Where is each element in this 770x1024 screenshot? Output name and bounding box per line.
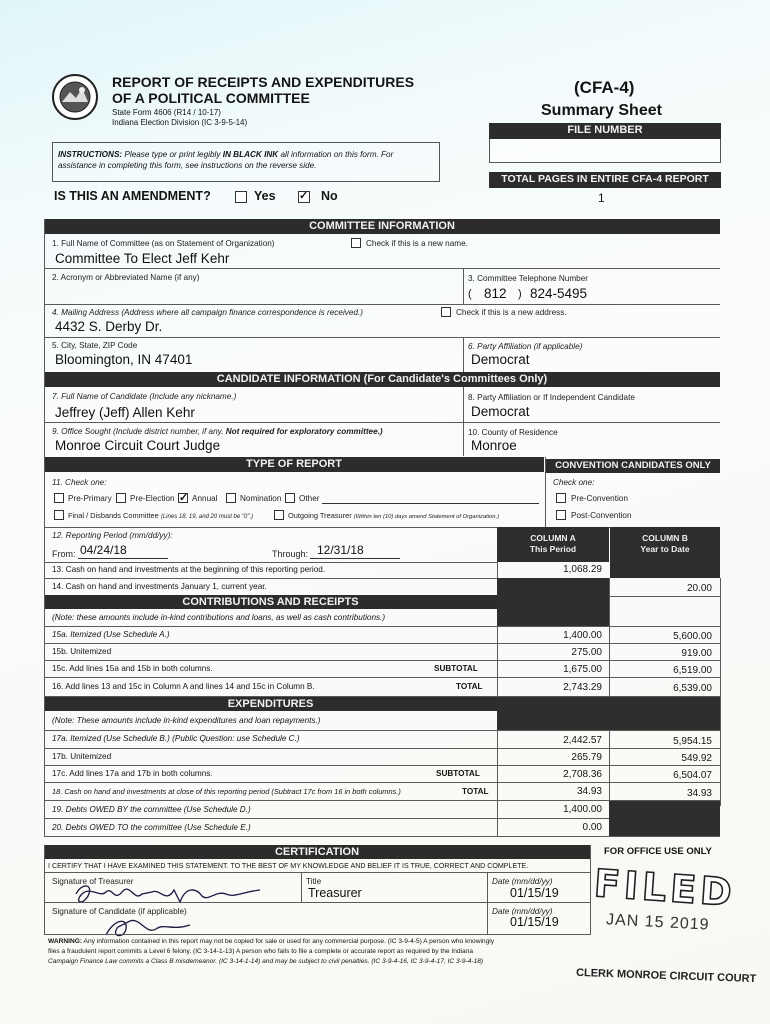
- col-b-line2: Year to Date: [640, 544, 690, 554]
- through-label: Through:: [272, 549, 309, 559]
- instructions-text2: all information on this form. For: [278, 150, 394, 159]
- line-19-label: 19. Debts OWED BY the committee (Use Schedule D.): [52, 805, 251, 814]
- line-18-label: 18. Cash on hand and investments at close of this reporting period (Subtract 17c from 16 in both columns.): [52, 787, 401, 796]
- treasurer-date-label: Date (mm/dd/yy): [492, 877, 553, 886]
- line-19-col-a: 1,400.00: [563, 804, 602, 815]
- outgoing-treasurer-label: [288, 511, 499, 520]
- line-20-col-a: 0.00: [582, 822, 602, 833]
- new-name-checkbox[interactable]: [351, 238, 361, 248]
- candidate-date: 01/15/19: [510, 915, 559, 929]
- line-17a-col-b: 5,954.15: [673, 736, 712, 747]
- column-a-header: [497, 527, 609, 562]
- amendment-no-label: No: [321, 189, 338, 203]
- county-label: 10. County of Residence: [468, 428, 558, 437]
- line-17b-col-b: 549.92: [681, 753, 712, 764]
- acronym-label: 2. Acronym or Abbreviated Name (if any): [52, 273, 200, 282]
- office-sought: Monroe Circuit Court Judge: [55, 438, 221, 453]
- mailing-address: 4432 S. Derby Dr.: [55, 319, 163, 334]
- total-pages-value: 1: [598, 191, 605, 205]
- pre-primary-label: Pre-Primary: [68, 494, 112, 503]
- division: Indiana Election Division (IC 3-9-5-14): [112, 118, 248, 127]
- pre-convention-label: Pre-Convention: [571, 494, 628, 503]
- line-17c-col-b: 6,504.07: [673, 770, 712, 781]
- nomination-label: Nomination: [240, 494, 282, 503]
- office-label-bold: Not required for exploratory committee.): [225, 427, 383, 436]
- line-15c-col-b: 6,519.00: [673, 665, 712, 676]
- amendment-yes-label: Yes: [254, 189, 276, 203]
- state-seal: [52, 74, 98, 120]
- amendment-no-checkbox[interactable]: [298, 191, 310, 203]
- candidate-name-label: 7. Full Name of Candidate (Include any nickname.): [52, 392, 237, 401]
- convention-header: CONVENTION CANDIDATES ONLY: [546, 459, 720, 473]
- committee-section-header: COMMITTEE INFORMATION: [44, 219, 720, 234]
- candidate-section-header: CANDIDATE INFORMATION (For Candidate's Committees Only): [44, 372, 720, 387]
- line-15c-col-a: 1,675.00: [563, 664, 602, 675]
- line-16-col-b: 6,539.00: [673, 683, 712, 694]
- line-15c-tag: SUBTOTAL: [434, 664, 478, 673]
- check-one-label: 11. Check one:: [52, 478, 107, 487]
- final-text: Final / Disbands Committee: [68, 511, 159, 520]
- file-number-bar: FILE NUMBER: [489, 123, 721, 139]
- line-15a-col-b: 5,600.00: [673, 631, 712, 642]
- report-type-header: TYPE OF REPORT: [44, 457, 544, 472]
- column-b-header: [610, 527, 720, 578]
- expenditures-note: (Note: These amounts include in-kind expenditures and loan repayments.): [52, 716, 321, 725]
- expenditures-header: EXPENDITURES: [44, 697, 497, 711]
- candidate-party: Democrat: [471, 404, 530, 419]
- treasurer-signature-label: Signature of Treasurer: [52, 877, 134, 886]
- line-14-col-b: 20.00: [686, 583, 712, 594]
- party-label: 6. Party Affiliation (if applicable): [468, 342, 583, 351]
- candidate-date-label: Date (mm/dd/yy): [492, 907, 553, 916]
- line-17b-col-a: 265.79: [571, 752, 602, 763]
- new-name-label: Check if this is a new name.: [366, 239, 468, 248]
- county-of-residence: Monroe: [471, 438, 517, 453]
- instructions-line2: assistance in completing this form, see instructions on the reverse side.: [58, 161, 317, 170]
- contributions-header: CONTRIBUTIONS AND RECEIPTS: [44, 595, 497, 609]
- col-a-line1: COLUMN A: [530, 533, 576, 543]
- line-15b-col-a: 275.00: [571, 647, 602, 658]
- office-label-text: 9. Office Sought (Include district number, if any.: [52, 427, 224, 436]
- pre-primary-checkbox[interactable]: [54, 493, 64, 503]
- form-number: State Form 4606 (R14 / 10-17): [112, 108, 221, 117]
- treasurer-date: 01/15/19: [510, 886, 559, 900]
- warning-line3: Campaign Finance Law commits a Class B misdemeanor. (IC 3-14-1-14) and may be subject to civil penalties. (IC 3-9-4-16, IC 3-9-4-17, IC 3-9-4-18): [48, 958, 484, 965]
- office-use-label: FOR OFFICE USE ONLY: [604, 846, 712, 857]
- line-15a-label: 15a. Itemized (Use Schedule A.): [52, 630, 170, 639]
- file-number-field[interactable]: [489, 139, 721, 163]
- committee-party: Democrat: [471, 352, 530, 367]
- other-label: Other: [299, 494, 320, 503]
- pre-convention-checkbox[interactable]: [556, 493, 566, 503]
- line-13-label: 13. Cash on hand and investments at the beginning of this reporting period.: [52, 565, 326, 574]
- pre-election-label: Pre-Election: [130, 494, 175, 503]
- committee-name: Committee To Elect Jeff Kehr: [55, 251, 230, 266]
- line-15b-label: 15b. Unitemized: [52, 647, 112, 656]
- line-17c-col-a: 2,708.36: [563, 769, 602, 780]
- line-17c-tag: SUBTOTAL: [436, 769, 480, 778]
- col-b-line1: COLUMN B: [642, 533, 688, 543]
- instructions-text1: Please type or print legibly: [122, 150, 223, 159]
- clerk-stamp: CLERK MONROE CIRCUIT COURT: [575, 966, 757, 986]
- city-state-zip: Bloomington, IN 47401: [55, 352, 193, 367]
- nomination-checkbox[interactable]: [226, 493, 236, 503]
- summary-title: Summary Sheet: [541, 102, 662, 119]
- line-17c-label: 17c. Add lines 17a and 17b in both columns.: [52, 769, 213, 778]
- line-15c-label: 15c. Add lines 15a and 15b in both columns.: [52, 664, 213, 673]
- phone-number: 824-5495: [530, 286, 588, 301]
- address-label: 4. Mailing Address (Address where all campaign finance correspondence is received.): [52, 308, 363, 317]
- line-18-col-a: 34.93: [576, 786, 602, 797]
- contributions-note: (Note: these amounts include in-kind contributions and loans, as well as cash contributions.): [52, 613, 386, 622]
- line-18-tag: TOTAL: [462, 787, 489, 796]
- outgoing-treasurer-checkbox[interactable]: [274, 510, 284, 520]
- line-14-label: 14. Cash on hand and investments January 1, current year.: [52, 582, 267, 591]
- instructions-ink: IN BLACK INK: [222, 150, 279, 159]
- line-15b-col-b: 919.00: [681, 648, 712, 659]
- amendment-yes-checkbox[interactable]: [235, 191, 247, 203]
- final-note: (Lines 18, 19, and 20 must be "0".): [160, 514, 254, 520]
- final-disbands-checkbox[interactable]: [54, 510, 64, 520]
- form-title-line2: OF A POLITICAL COMMITTEE: [112, 90, 310, 106]
- period-from: 04/24/18: [80, 543, 127, 557]
- amendment-question: IS THIS AN AMENDMENT?: [54, 189, 211, 203]
- filed-stamp: FILED: [592, 861, 738, 915]
- annual-checkbox[interactable]: [178, 493, 188, 503]
- treasurer-title: Treasurer: [308, 886, 362, 900]
- other-checkbox[interactable]: [285, 493, 295, 503]
- reporting-period-label: 12. Reporting Period (mm/dd/yy):: [52, 531, 173, 540]
- pre-election-checkbox[interactable]: [116, 493, 126, 503]
- outgoing-note: (Within ten (10) days amend Statement of Organization.): [353, 514, 500, 520]
- instructions-bold: INSTRUCTIONS:: [58, 150, 123, 159]
- line-16-tag: TOTAL: [456, 682, 483, 691]
- warning-line2: files a fraudulent report commits a Level 6 felony. (IC 3-14-1-13) A person who fails to file a complete or accurate report as required by the Indiana: [48, 948, 474, 955]
- filed-date-stamp: JAN 15 2019: [605, 911, 710, 934]
- warning-line1: Any information contained in this report may not be copied for sale or used for any commercial purpose. (IC 3-9-4-5) A person who knowingly: [82, 938, 495, 945]
- col-a-line2: This Period: [529, 544, 577, 554]
- form-code: (CFA-4): [574, 78, 635, 97]
- line-17a-label: 17a. Itemized (Use Schedule B.) (Public Question: use Schedule C.): [52, 734, 300, 743]
- line-16-col-a: 2,743.29: [563, 682, 602, 693]
- form-title-line1: REPORT OF RECEIPTS AND EXPENDITURES: [112, 74, 415, 90]
- office-label: [52, 427, 383, 436]
- line-16-label: 16. Add lines 13 and 15c in Column A and lines 14 and 15c in Column B.: [52, 682, 315, 691]
- annual-label: Annual: [192, 494, 218, 503]
- outgoing-text: Outgoing Treasurer: [288, 511, 352, 520]
- warning-bold: WARNING:: [48, 938, 83, 945]
- warning-text: [48, 937, 588, 967]
- phone-area-code: 812: [484, 286, 507, 301]
- committee-name-label: 1. Full Name of Committee (as on Statement of Organization): [52, 239, 275, 248]
- new-address-label: Check if this is a new address.: [456, 308, 567, 317]
- line-20-label: 20. Debts OWED TO the committee (Use Schedule E.): [52, 823, 251, 832]
- line-17b-label: 17b. Unitemized: [52, 752, 112, 761]
- line-18-col-b: 34.93: [686, 788, 712, 799]
- total-pages-bar: TOTAL PAGES IN ENTIRE CFA-4 REPORT: [489, 172, 721, 188]
- line-15a-col-a: 1,400.00: [563, 630, 602, 641]
- post-convention-label: Post-Convention: [571, 511, 632, 520]
- title-label: Title: [306, 877, 322, 886]
- treasurer-signature: [70, 880, 270, 910]
- period-through: 12/31/18: [317, 543, 364, 557]
- phone-label: 3. Committee Telephone Number: [468, 274, 588, 283]
- instructions-box: [52, 142, 440, 182]
- candidate-signature-label: Signature of Candidate (if applicable): [52, 907, 187, 916]
- candidate-name: Jeffrey (Jeff) Allen Kehr: [55, 405, 195, 420]
- post-convention-checkbox[interactable]: [556, 510, 566, 520]
- new-address-checkbox[interactable]: [441, 307, 451, 317]
- city-label: 5. City, State, ZIP Code: [52, 341, 138, 350]
- final-disbands-label: [68, 511, 253, 520]
- line-17a-col-a: 2,442.57: [563, 735, 602, 746]
- candidate-party-label: 8. Party Affiliation or If Independent Candidate: [468, 393, 635, 402]
- certification-statement: I CERTIFY THAT I HAVE EXAMINED THIS STATEMENT. TO THE BEST OF MY KNOWLEDGE AND BELIEF IT IS TRUE, CORRECT AND COMPLETE.: [48, 862, 529, 870]
- convention-check-one: Check one:: [553, 478, 595, 487]
- line-13-col-a: 1,068.29: [563, 564, 602, 575]
- certification-header: CERTIFICATION: [44, 845, 590, 859]
- from-label: From:: [52, 549, 76, 559]
